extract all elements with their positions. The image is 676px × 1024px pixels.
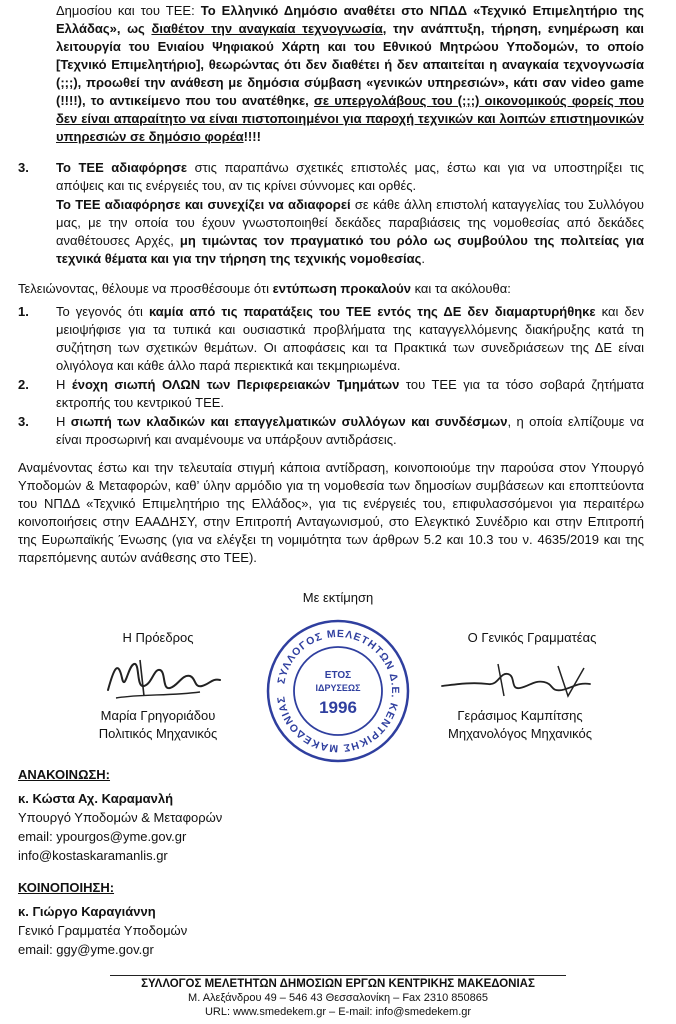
closing-intro	[18, 280, 648, 298]
notification-block	[18, 902, 187, 959]
signature-right-name: Γεράσιμος Καμπίτσης	[457, 708, 583, 723]
item3-paragraph-a	[56, 159, 644, 195]
final-paragraph: Αναμένοντας έστω και την τελευταία στιγμή κάποια αντίδραση, κοινοποιούμε την παρούσα στον Υπουργό Υποδομών & Μεταφορών, καθ’ ύλην αρμόδιο για τη νομοθεσία των δημοσίων συμβάσεων και εποπτεύοντα του ΝΠΔΔ «Τεχνικό Επιμελητήριο της Ελλάδος», για τις ενέργειές του, επιφυλασσόμενοι για περαιτέρω κοινοποιήσεις στην ΕΑΑΔΗΣΥ, στην Επιτροπή Ανταγωνισμού, στο Ελεγκτικό Συνέδριο και στην Επιτροπή της Ευρωπαϊκής Ένωσης (για να ελέγξει τη νομιμότητα των άρθρων 5.2 και 10.3 του ν. 4635/2019 και της παρεπόμενης αυτών ανάθεσης στο ΤΕΕ).	[18, 460, 644, 565]
text-span: Η	[56, 414, 71, 429]
regards-text: Με εκτίμηση	[302, 590, 374, 605]
text-span: Δημοσίου και του ΤΕΕ:	[56, 3, 201, 18]
footer-divider	[110, 975, 566, 976]
announcement-block	[18, 789, 222, 865]
list-item-3	[56, 413, 644, 449]
list-item-number: 2.	[18, 377, 29, 392]
announcement-email-2: info@kostaskaramanlis.gr	[18, 848, 168, 863]
stamp-year: 1996	[319, 698, 357, 717]
footer-url: URL: www.smedekem.gr – E-mail: info@smedekem.gr	[204, 1006, 472, 1018]
footer-address: Μ. Αλεξάνδρου 49 – 546 43 Θεσσαλονίκη – Fax 2310 850865	[188, 992, 488, 1004]
text-span: και δεν μειοψήφισε για τα τυπικά και ουσιαστικά προβλήματα της καταγγελλόμενης διακήρυξης κατά τη συζήτηση των σχετικών θεμάτων. Οι αποφάσεις και τα Πρακτικά των συνεδριάσεων της ΔΕ είναι ολιγόλογα και κάθε άλλο παρά περιεκτικά και τεκμηριωμένα.	[56, 304, 644, 373]
text-span: , η οποία ελπίζουμε να είναι προσωρινή και αναμένουμε να υπάρξουν αντιδράσεις.	[56, 414, 644, 447]
footer	[0, 977, 676, 1019]
announcement-heading: ΑΝΑΚΟΙΝΩΣΗ:	[18, 767, 111, 782]
bold-span: Το Ελληνικό Δημόσιο αναθέτει στο ΝΠΔΔ «Τεχνικό Επιμελητήριο της Ελλάδας», ως	[56, 3, 645, 36]
bold-span: μη τιμώντας τον πραγματικό του ρόλο ως συμβούλου της πολιτείας για τεχνικά θέματα και για την τήρηση της τεχνικής νομοθεσίας	[56, 233, 644, 266]
association-stamp	[263, 616, 413, 766]
text-span: και τα ακόλουθα:	[410, 281, 511, 296]
notification-role: Γενικό Γραμματέα Υποδομών	[18, 923, 188, 938]
text-span: στις παραπάνω σχετικές επιστολές μας, έστω και για να υποστηρίξει τις απόψεις και τις ενέργειές του, αν τις κρίνει σύννομες και ορθές.	[56, 160, 644, 193]
bold-span: εντύπωση προκαλούν	[272, 281, 411, 296]
bold-span: , την ανάπτυξη, τήρηση, ενημέρωση και λειτουργία του Ενιαίου Ψηφιακού Χάρτη και του Εθνικού Μητρώου Υποδομών, το οποίο [Τεχνικό Επιμελητήριο], θεωρώντας ότι δεν διαθέτει ή δεν απαιτείται η αναγκαία τεχνογνωσία (;;;), προωθεί την ανάθεση με δημόσια σύμβαση «γενικών υπηρεσιών», κάτι σαν video game (!!!!), το αντικείμενο που του ανατέθηκε,	[56, 21, 644, 108]
text-span: .	[421, 251, 425, 266]
stamp-line-2: ΙΔΡΥΣΕΩΣ	[315, 683, 361, 693]
bold-span: !!!!	[243, 129, 261, 144]
text-span: σε κάθε άλλη επιστολή καταγγελίας του Συλλόγου μας, με την οποία του έχουν γνωστοποιηθεί δεκάδες παραβιάσεις της νομοθεσίας από δεκάδες αναθέτουσες Αρχές,	[56, 197, 645, 248]
bold-span: ένοχη σιωπή ΟΛΩΝ των Περιφερειακών Τμημάτων	[71, 377, 400, 392]
signature-left-role: Η Πρόεδρος	[122, 630, 194, 645]
announcement-role: Υπουργό Υποδομών & Μεταφορών	[18, 810, 223, 825]
notification-email: email: ggy@yme.gov.gr	[18, 942, 154, 957]
notification-heading: ΚΟΙΝΟΠΟΙΗΣΗ:	[18, 880, 115, 895]
underlined-span: διαθέτον την αναγκαία τεχνογνωσία	[151, 21, 383, 36]
signature-right-scribble	[438, 656, 608, 706]
item3-paragraph-b	[56, 196, 644, 268]
bold-span: Το ΤΕΕ αδιαφόρησε	[56, 160, 188, 175]
text-span: του ΤΕΕ για τα τόσο σοβαρά ζητήματα εκτροπής του κεντρικού ΤΕΕ.	[56, 377, 645, 410]
text-span: Η	[56, 377, 72, 392]
notification-name: κ. Γιώργο Καραγιάννη	[18, 904, 156, 919]
stamp-ring-text: ΣΥΛΛΟΓΟΣ ΜΕΛΕΤΗΤΩΝ Δ.Ε. ΚΕΝΤΡΙΚΗΣ ΜΑΚΕΔΟΝΙΑΣ	[275, 627, 402, 755]
bold-span: Το ΤΕΕ αδιαφόρησε και συνεχίζει να αδιαφορεί	[56, 197, 351, 212]
list-item-number: 3.	[18, 414, 29, 429]
signature-right-title: Μηχανολόγος Μηχανικός	[448, 726, 592, 741]
announcement-email-1: email: ypourgos@yme.gov.gr	[18, 829, 187, 844]
list-item-number: 1.	[18, 304, 29, 319]
text-span: Τελειώνοντας, θέλουμε να προσθέσουμε ότι	[18, 281, 273, 296]
bold-span: καμία από τις παρατάξεις του ΤΕΕ εντός της ΔΕ δεν διαμαρτυρήθηκε	[148, 304, 596, 319]
announcement-name: κ. Κώστα Αχ. Καραμανλή	[18, 791, 174, 806]
underlined-span: σε υπεργολάβους του (;;;) οικονομικούς φορείς που δεν είναι απαραίτητο να είναι πιστοποιημένοι για παροχή τεχνικών και λοιπών επιστημονικών υπηρεσιών σε δημόσιο φορέα	[56, 93, 644, 144]
text-span: Το γεγονός ότι	[56, 304, 149, 319]
signature-left-scribble	[100, 648, 250, 708]
bold-span: σιωπή των κλαδικών και επαγγελματικών συλλόγων και συνδέσμων	[70, 414, 508, 429]
list-item-2	[56, 376, 644, 412]
signature-left-name: Μαρία Γρηγοριάδου	[100, 708, 216, 723]
item-number: 3.	[18, 160, 29, 175]
signature-right-role: Ο Γενικός Γραμματέας	[467, 630, 597, 645]
footer-org: ΣΥΛΛΟΓΟΣ ΜΕΛΕΤΗΤΩΝ ΔΗΜΟΣΙΩΝ ΕΡΓΩΝ ΚΕΝΤΡΙΚΗΣ ΜΑΚΕΔΟΝΙΑΣ	[141, 978, 535, 990]
signature-left-title: Πολιτικός Μηχανικός	[98, 726, 218, 741]
list-item-1	[56, 303, 644, 375]
top-paragraph	[56, 2, 644, 146]
stamp-line-1: ΕΤΟΣ	[324, 670, 352, 681]
